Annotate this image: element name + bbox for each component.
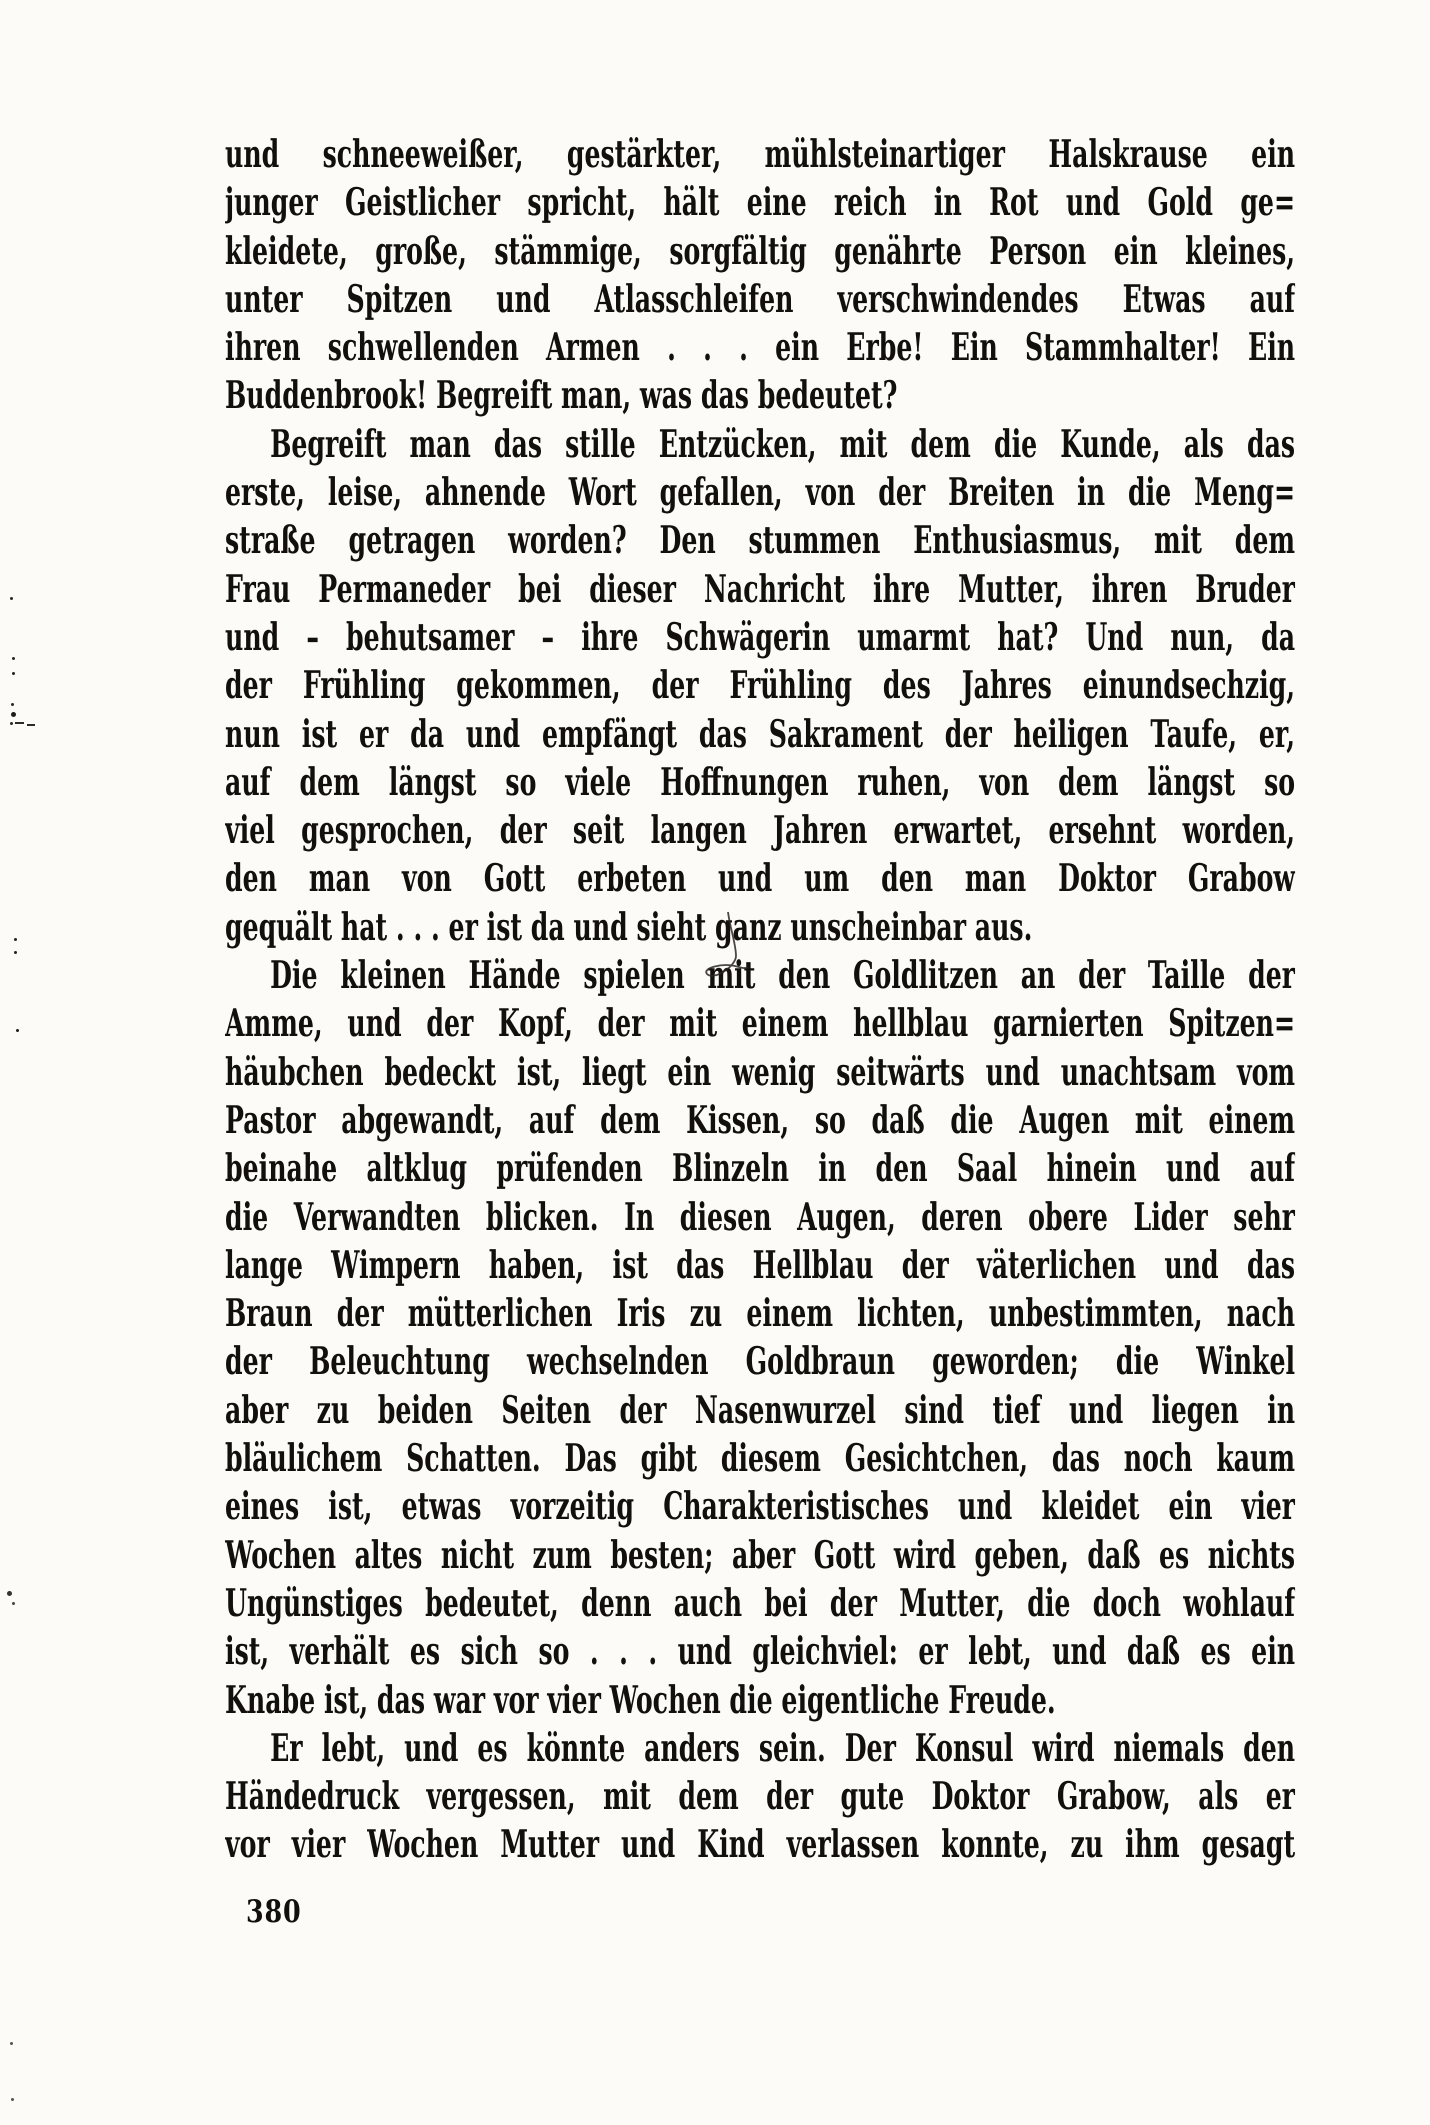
text-line: Pastor abgewandt, auf dem Kissen, so daß die Augen mit einem xyxy=(225,1096,1296,1142)
body-text-block xyxy=(225,130,1295,1869)
text-line: unter Spitzen und Atlasschleifen verschwindendes Etwas auf xyxy=(225,275,1296,321)
text-line: bläulichem Schatten. Das gibt diesem Gesichtchen, das noch kaum xyxy=(225,1435,1296,1481)
text-line: lange Wimpern haben, ist das Hellblau der väterlichen und das xyxy=(225,1241,1296,1287)
text-line: kleidete, große, stämmige, sorgfältig genährte Person ein kleines, xyxy=(225,227,1296,273)
text-line: ist, verhält es sich so . . . und gleichviel: er lebt, und daß es ein xyxy=(225,1628,1296,1674)
text-line: Braun der mütterlichen Iris zu einem lichten, unbestimmten, nach xyxy=(225,1290,1296,1336)
text-line: auf dem längst so viele Hoffnungen ruhen, von dem längst so xyxy=(225,758,1296,804)
text-line: straße getragen worden? Den stummen Enthusiasmus, mit dem xyxy=(225,517,1296,563)
text-line: Ungünstiges bedeutet, denn auch bei der Mutter, die doch wohlauf xyxy=(225,1579,1296,1625)
text-line: den man von Gott erbeten und um den man Doktor Grabow xyxy=(225,855,1296,901)
text-line: Begreift man das stille Entzücken, mit dem die Kunde, als das xyxy=(270,420,1296,466)
text-line: und – behutsamer – ihre Schwägerin umarmt hat? Und nun, da xyxy=(225,613,1296,659)
scan-speck xyxy=(15,722,24,724)
text-line: junger Geistlicher spricht, hält eine reich in Rot und Gold ge= xyxy=(225,179,1296,225)
text-line: vor vier Wochen Mutter und Kind verlassen konnte, zu ihm gesagt xyxy=(225,1821,1296,1867)
text-line: ihren schwellenden Armen . . . ein Erbe! Ein Stammhalter! Ein xyxy=(225,324,1296,370)
text-line: und schneeweißer, gestärkter, mühlsteinartiger Halskrause ein xyxy=(225,131,1296,176)
text-line: aber zu beiden Seiten der Nasenwurzel sind tief und liegen in xyxy=(225,1386,1296,1432)
text-line: viel gesprochen, der seit langen Jahren erwartet, ersehnt worden, xyxy=(225,807,1296,853)
text-line: Händedruck vergessen, mit dem der gute Doktor Grabow, als er xyxy=(225,1773,1296,1819)
text-line: nun ist er da und empfängt das Sakrament der heiligen Taufe, er, xyxy=(225,710,1296,756)
text-line: Er lebt, und es könnte anders sein. Der Konsul wird niemals den xyxy=(270,1724,1296,1770)
text-line: beinahe altklug prüfenden Blinzeln in den Saal hinein und auf xyxy=(225,1145,1296,1191)
scan-speck-cluster xyxy=(0,0,3,3)
text-line: Die kleinen Hände spielen mit den Goldlitzen an der Taille der xyxy=(270,952,1296,998)
text-line: Knabe ist, das war vor vier Wochen die eigentliche Freude. xyxy=(225,1676,1056,1722)
text-line: der Frühling gekommen, der Frühling des Jahres einundsechzig, xyxy=(225,662,1296,708)
text-line: Buddenbrook! Begreift man, was das bedeutet? xyxy=(225,372,898,418)
page-number: 380 xyxy=(246,1894,302,1930)
text-line: die Verwandten blicken. In diesen Augen, deren obere Lider sehr xyxy=(225,1193,1296,1239)
text-line: Amme, und der Kopf, der mit einem hellblau garnierten Spitzen= xyxy=(225,1000,1296,1046)
text-line: eines ist, etwas vorzeitig Charakteristisches und kleidet ein vier xyxy=(225,1483,1296,1529)
text-line: gequält hat . . . er ist da und sieht ganz unscheinbar aus. xyxy=(225,903,1033,949)
text-line: Frau Permaneder bei dieser Nachricht ihre Mutter, ihren Bruder xyxy=(225,565,1296,611)
text-line: häubchen bedeckt ist, liegt ein wenig seitwärts und unachtsam vom xyxy=(225,1048,1296,1094)
text-line: der Beleuchtung wechselnden Goldbraun geworden; die Winkel xyxy=(225,1338,1296,1384)
text-line: erste, leise, ahnende Wort gefallen, von der Breiten in die Meng= xyxy=(225,469,1296,515)
text-line: Wochen altes nicht zum besten; aber Gott wird geben, daß es nichts xyxy=(225,1531,1296,1577)
scan-scratch-artifact xyxy=(695,908,757,992)
scan-speck xyxy=(27,724,35,726)
